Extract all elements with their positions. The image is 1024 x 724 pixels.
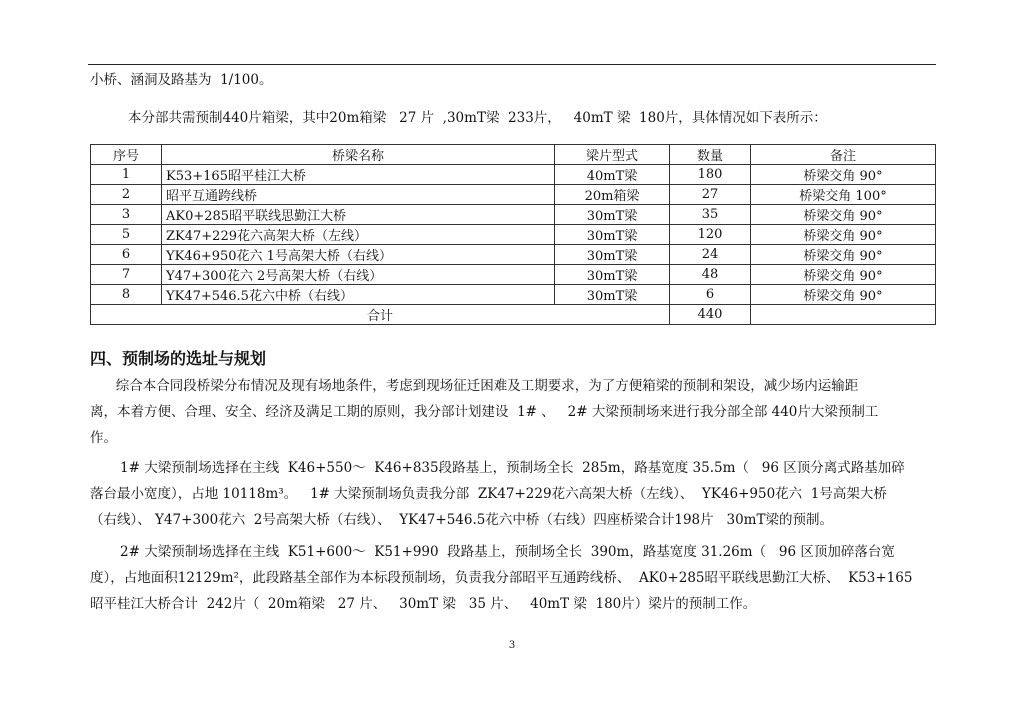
paragraph-line: 离，本着方便、合理、安全、经济及满足工期的原则，我分部计划建设 1# 、 2# 大梁预制场来进行我分部全部 440片大梁预制工 xyxy=(90,404,879,420)
cell-remark: 桥梁交角 90° xyxy=(751,225,936,245)
cell-beam-type: 30mT梁 xyxy=(555,245,670,265)
cell-remark: 桥梁交角 90° xyxy=(751,285,936,305)
paragraph-line: 1# 大梁预制场选择在主线 K46+550～ K46+835段路基上，预制场全长 285m，路基宽度 35.5m（ 96 区顶分离式路基加碎 xyxy=(90,460,905,476)
cell-bridge-name: K53+165昭平桂江大桥 xyxy=(162,165,555,185)
cell-beam-type: 20m箱梁 xyxy=(555,185,670,205)
cell-no: 8 xyxy=(91,285,162,305)
total-value: 440 xyxy=(670,305,751,325)
cell-bridge-name: YK47+546.5花六中桥（右线） xyxy=(162,285,555,305)
cell-quantity: 180 xyxy=(670,165,751,185)
total-label: 合计 xyxy=(91,305,670,325)
table-row xyxy=(91,285,936,305)
paragraph-line: 2# 大梁预制场选择在主线 K51+600～ K51+990 段路基上，预制场全长 390m，路基宽度 31.26m（ 96 区顶加碎落台宽 xyxy=(90,544,895,560)
cell-quantity: 120 xyxy=(670,225,751,245)
intro-line: 小桥、涵洞及路基为 1/100。 xyxy=(90,72,273,88)
cell-bridge-name: 昭平互通跨线桥 xyxy=(162,185,555,205)
cell-no: 2 xyxy=(91,185,162,205)
paragraph-line: 作。 xyxy=(90,430,117,446)
total-remark-empty xyxy=(751,305,936,325)
table-row xyxy=(91,265,936,285)
bridge-table xyxy=(90,144,936,325)
section-heading: 四、预制场的选址与规划 xyxy=(90,349,267,368)
header-no: 序号 xyxy=(91,145,162,165)
cell-no: 1 xyxy=(91,165,162,185)
cell-quantity: 35 xyxy=(670,205,751,225)
table-total-row xyxy=(91,305,936,325)
cell-quantity: 24 xyxy=(670,245,751,265)
paragraph-yard-2 xyxy=(90,539,936,617)
cell-bridge-name: Y47+300花六 2号高架大桥（右线） xyxy=(162,265,555,285)
table-header-row xyxy=(91,145,936,165)
cell-quantity: 27 xyxy=(670,185,751,205)
paragraph-line: 昭平桂江大桥合计 242片（ 20m箱梁 27 片、 30mT 梁 35 片、 40mT 梁 180片）梁片的预制工作。 xyxy=(90,596,757,612)
table-row xyxy=(91,225,936,245)
cell-bridge-name: YK46+950花六 1号高架大桥（右线） xyxy=(162,245,555,265)
paragraph-line: 综合本合同段桥梁分布情况及现有场地条件，考虑到现场征迁困难及工期要求，为了方便箱梁的预制和架设，减少场内运输距 xyxy=(90,378,859,394)
header-remark: 备注 xyxy=(751,145,936,165)
table-row xyxy=(91,185,936,205)
table-row xyxy=(91,165,936,185)
cell-no: 3 xyxy=(91,205,162,225)
cell-beam-type: 40mT梁 xyxy=(555,165,670,185)
table-row xyxy=(91,245,936,265)
cell-beam-type: 30mT梁 xyxy=(555,205,670,225)
header-rule xyxy=(88,64,936,65)
cell-no: 6 xyxy=(91,245,162,265)
header-bridge-name: 桥梁名称 xyxy=(162,145,555,165)
cell-remark: 桥梁交角 90° xyxy=(751,165,936,185)
table-row xyxy=(91,205,936,225)
cell-remark: 桥梁交角 90° xyxy=(751,245,936,265)
cell-no: 5 xyxy=(91,225,162,245)
cell-bridge-name: AK0+285昭平联线思勤江大桥 xyxy=(162,205,555,225)
paragraph-yard-1 xyxy=(90,455,936,533)
cell-no: 7 xyxy=(91,265,162,285)
cell-remark: 桥梁交角 90° xyxy=(751,265,936,285)
header-beam-type: 梁片型式 xyxy=(555,145,670,165)
summary-line: 本分部共需预制440片箱梁，其中20m箱梁 27 片 ,30mT梁 233片， 40mT 梁 180片，具体情况如下表所示： xyxy=(128,110,827,126)
paragraph-line: （右线）、 Y47+300花六 2号高架大桥（右线）、 YK47+546.5花六中桥（右线）四座桥梁合计198片 30mT梁的预制。 xyxy=(90,512,833,528)
paragraph-site-selection xyxy=(90,373,936,451)
header-quantity: 数量 xyxy=(670,145,751,165)
cell-quantity: 48 xyxy=(670,265,751,285)
cell-remark: 桥梁交角 100° xyxy=(751,185,936,205)
cell-quantity: 6 xyxy=(670,285,751,305)
cell-beam-type: 30mT梁 xyxy=(555,285,670,305)
page-number: 3 xyxy=(508,640,516,651)
cell-remark: 桥梁交角 90° xyxy=(751,205,936,225)
cell-beam-type: 30mT梁 xyxy=(555,225,670,245)
cell-bridge-name: ZK47+229花六高架大桥（左线） xyxy=(162,225,555,245)
paragraph-line: 落台最小宽度），占地 10118m³。 1# 大梁预制场负责我分部 ZK47+229花六高架大桥（左线）、 YK46+950花六 1号高架大桥 xyxy=(90,486,887,502)
paragraph-line: 度），占地面积12129m²，此段路基全部作为本标段预制场，负责我分部昭平互通跨线桥、 AK0+285昭平联线思勤江大桥、 K53+165 xyxy=(90,570,913,586)
cell-beam-type: 30mT梁 xyxy=(555,265,670,285)
